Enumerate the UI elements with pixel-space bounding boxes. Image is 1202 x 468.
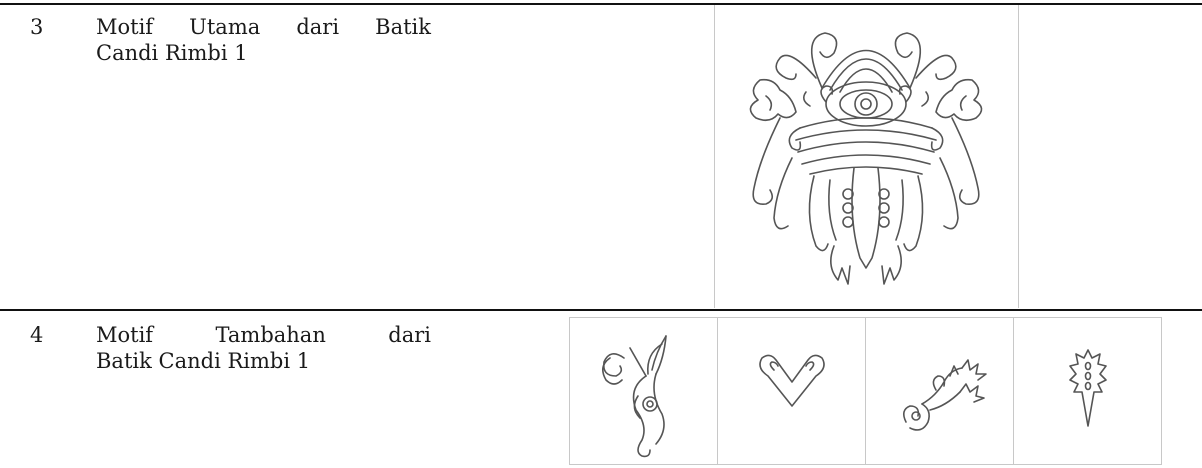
row-description-line: Candi Rimbi 1	[96, 41, 248, 65]
row-number: 4	[30, 323, 44, 347]
floral-spray-motif-icon	[866, 318, 1013, 464]
scroll-leaf-motif-icon	[570, 318, 717, 464]
motif-image-cell	[865, 317, 1014, 465]
table-top-rule	[0, 3, 1202, 5]
row-description	[96, 322, 431, 374]
row-separator-rule	[0, 309, 1202, 311]
cell-divider	[1018, 5, 1019, 308]
row-description-line: Motif Utama dari Batik	[96, 15, 431, 39]
cell-divider	[714, 5, 715, 308]
heart-curl-motif-icon	[718, 318, 865, 464]
motif-image-cell	[717, 317, 866, 465]
row-description	[96, 14, 431, 66]
spiky-leaf-motif-icon	[1014, 318, 1161, 464]
row-number: 3	[30, 15, 44, 39]
kala-head-motif-icon	[730, 18, 1002, 296]
motif-image-cell	[1013, 317, 1162, 465]
row-description-line: Motif Tambahan dari	[96, 323, 431, 347]
motif-image-cell	[569, 317, 718, 465]
row-description-line: Batik Candi Rimbi 1	[96, 349, 311, 373]
